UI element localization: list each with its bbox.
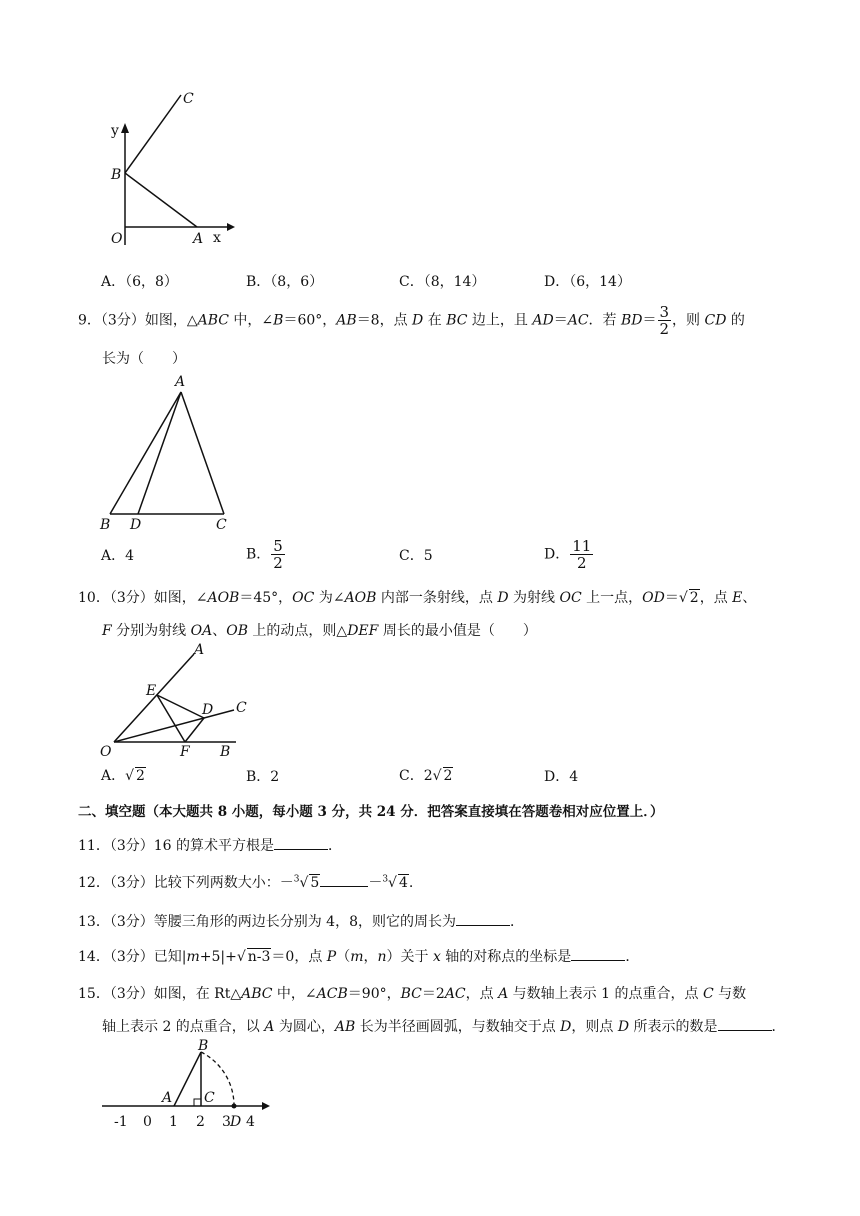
point-o-label: O	[100, 744, 112, 760]
point-a-label: A	[175, 374, 186, 390]
segment-ba	[125, 173, 197, 227]
answer-blank[interactable]	[274, 837, 328, 850]
q8-figure	[95, 85, 245, 255]
y-label: y	[111, 123, 119, 139]
answer-blank[interactable]	[718, 1018, 772, 1031]
point-d-label: D	[230, 1114, 242, 1130]
q10-stem: 10．（3分）如图，∠AOB＝45°，OC 为∠AOB 内部一条射线，点 D 为射线 OC 上一点，OD＝√ 2，点 E、	[78, 590, 757, 606]
q9-fraction: $\frac{3}{2}$	[659, 303, 670, 338]
q9-option-c[interactable]: C．5	[399, 548, 433, 564]
y-axis-arrow-icon	[121, 123, 129, 133]
q13: 13．（3分）等腰三角形的两边长分别为 4，8，则它的周长为 ．	[78, 914, 524, 930]
q8-option-c[interactable]: C．（8，14）	[399, 274, 486, 290]
q10-option-b[interactable]: B．2	[246, 769, 280, 785]
number-line-arrow-icon	[262, 1102, 270, 1110]
tick-label: 4	[246, 1114, 255, 1130]
q8-option-d[interactable]: D．（6，14）	[544, 274, 631, 290]
q9-option-a[interactable]: A．4	[101, 548, 135, 564]
tick-label: 1	[169, 1114, 178, 1130]
q9-figure	[98, 372, 238, 532]
q8-option-a[interactable]: A．（6，8）	[101, 274, 178, 290]
point-c-label: C	[236, 700, 247, 716]
answer-blank[interactable]	[571, 948, 625, 961]
q8-option-b[interactable]: B．（8，6）	[246, 274, 324, 290]
origin-label: O	[111, 231, 123, 247]
section-heading: 二、填空题（本大题共 8 小题，每小题 3 分，共 24 分．把答案直接填在答题卷相对应位置上．）	[78, 804, 664, 820]
q10-stem-line2: F 分别为射线 OA、OB 上的动点，则△DEF 周长的最小值是（ ）	[102, 623, 537, 639]
tick-label: -1	[114, 1114, 128, 1130]
q15-stem-line2: 轴上表示 2 的点重合，以 A 为圆心，AB 长为半径画圆弧，与数轴交于点 D，则点 D 所表示的数是 ．	[102, 1019, 786, 1035]
ray-bc	[125, 95, 181, 173]
q9-stem: 9．（3分）如图，△ABC 中，∠B＝60°，AB＝8，点 D 在 BC 边上，且 AD＝AC．若 BD＝ $\frac{3}{2}$ ，则 CD 的	[78, 303, 745, 338]
q10-option-a[interactable]: A．√ 2	[101, 768, 145, 784]
q12: 12．（3分）比较下列两数大小：－$^3$√ 5 －$^3$√ 4.	[78, 874, 414, 891]
tick-label: 0	[143, 1114, 152, 1130]
point-d-dot	[232, 1104, 237, 1109]
point-b-label: B	[100, 517, 111, 532]
point-d-label: D	[130, 517, 142, 532]
point-b-label: B	[198, 1038, 209, 1054]
point-b-label: B	[220, 744, 231, 760]
point-a-label: A	[194, 642, 205, 658]
q10-figure	[98, 640, 258, 760]
q10-option-c[interactable]: C．2√ 2	[399, 768, 453, 784]
point-b-label: B	[111, 167, 122, 183]
tick-label: 2	[196, 1114, 205, 1130]
q9-option-d[interactable]: D． $\frac{11}{2}$	[544, 537, 592, 572]
q11: 11．（3分）16 的算术平方根是 ．	[78, 838, 342, 854]
x-label: x	[213, 230, 221, 246]
q9-option-b[interactable]: B． $\frac{5}{2}$	[246, 537, 283, 572]
point-f-label: F	[180, 744, 190, 760]
q14: 14．（3分）已知|m+5|+√ n-3＝0，点 P（m，n）关于 x 轴的对称点的坐标是 ．	[78, 949, 640, 965]
point-c-label: C	[204, 1090, 215, 1106]
point-c-label: C	[183, 91, 194, 107]
point-c-label: C	[216, 517, 227, 532]
x-axis-arrow-icon	[227, 223, 235, 231]
q15-figure	[98, 1036, 278, 1131]
q9-stem-line2: 长为（ ）	[102, 351, 186, 367]
right-angle-mark	[194, 1099, 201, 1106]
q10-option-d[interactable]: D．4	[544, 769, 579, 785]
point-e-label: E	[146, 683, 157, 699]
answer-blank[interactable]	[320, 874, 368, 887]
point-a-label: A	[193, 231, 204, 247]
q15-stem: 15．（3分）如图，在 Rt△ABC 中，∠ACB＝90°，BC＝2AC，点 A 与数轴上表示 1 的点重合，点 C 与数	[78, 986, 747, 1002]
answer-blank[interactable]	[456, 913, 510, 926]
point-a-label: A	[162, 1090, 173, 1106]
tick-label: 3	[222, 1114, 231, 1130]
point-d-label: D	[202, 702, 214, 718]
